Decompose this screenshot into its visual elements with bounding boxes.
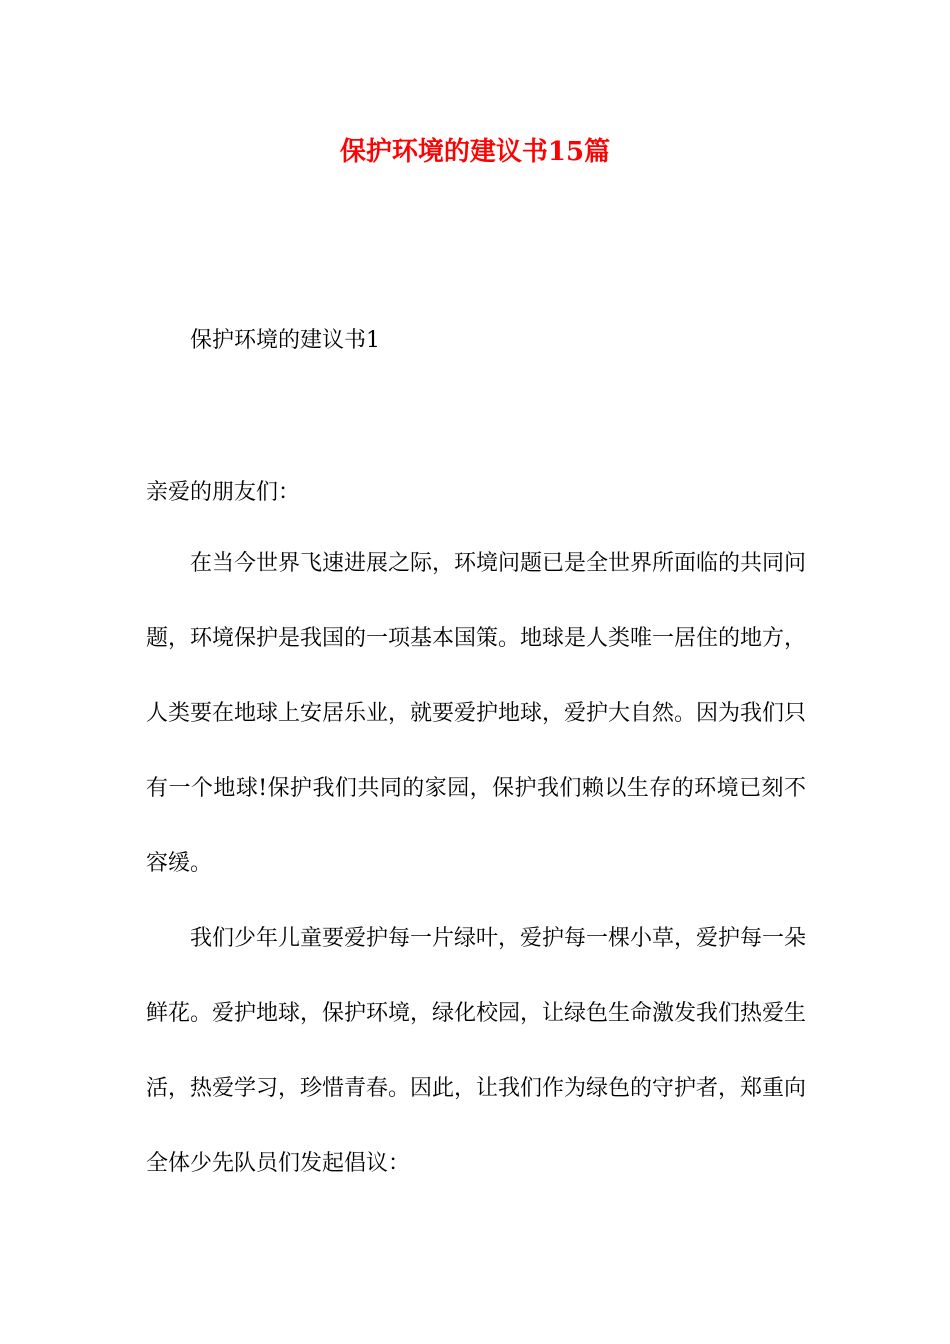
document-title: 保护环境的建议书15篇 bbox=[339, 137, 611, 167]
salutation: 亲爱的朋友们： bbox=[146, 480, 301, 505]
body-paragraph-2: 我们少年儿童要爱护每一片绿叶，爱护每一棵小草，爱护每一朵鲜花。爱护地球，保护环境，绿化校园，让绿色生命激发我们热爱生活，热爱学习，珍惜青春。因此，让我们作为绿色的守护者，郑重向全体少先队员们发起倡议： bbox=[146, 926, 807, 1176]
section-heading: 保护环境的建议书1 bbox=[190, 328, 380, 353]
body-paragraph-1: 在当今世界飞速进展之际，环境问题已是全世界所面临的共同问题，环境保护是我国的一项基本国策。地球是人类唯一居住的地方，人类要在地球上安居乐业，就要爱护地球，爱护大自然。因为我们只有一个地球!保护我们共同的家园，保护我们赖以生存的环境已刻不容缓。 bbox=[146, 551, 807, 876]
